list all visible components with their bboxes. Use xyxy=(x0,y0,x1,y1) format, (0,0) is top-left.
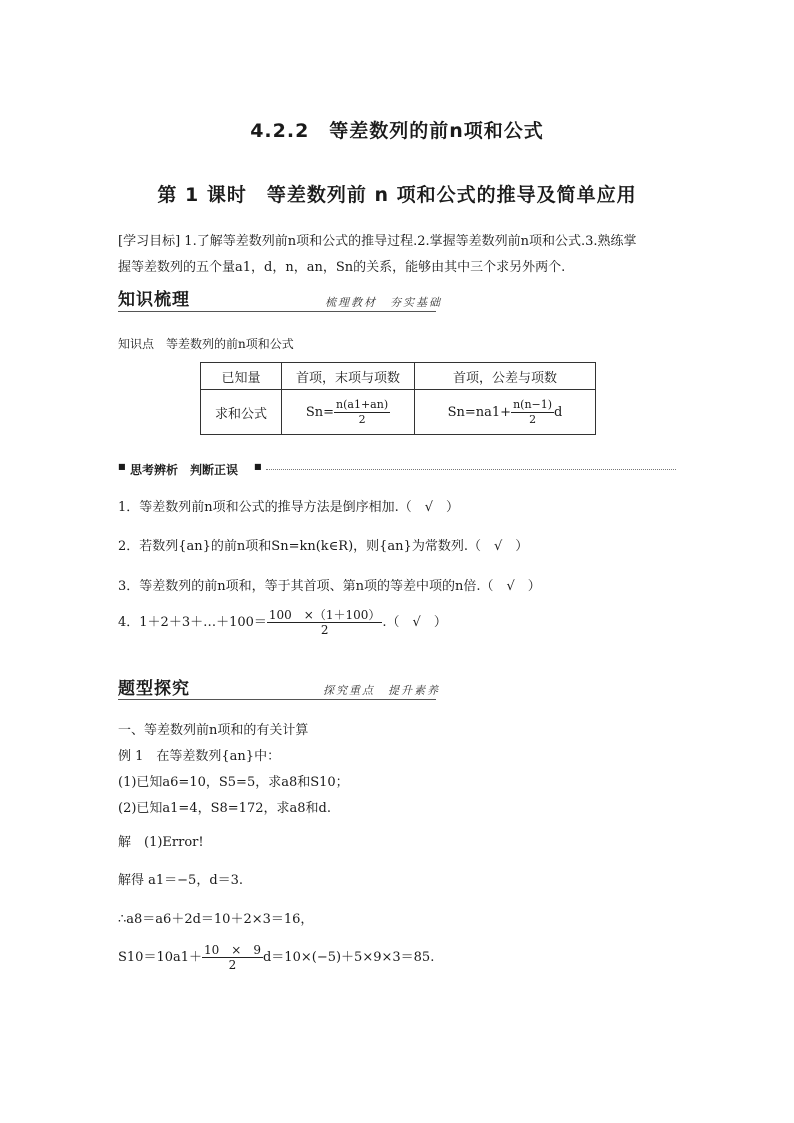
solution-line-3: ∴a8＝a6＋2d＝10＋2×3＝16， xyxy=(118,912,314,927)
formula1-numerator: n(a1+an) xyxy=(336,397,389,411)
formula2-fraction xyxy=(511,398,554,427)
part-title: 一、等差数列前n项和的有关计算 xyxy=(118,723,309,738)
bullet-square-icon: ■ xyxy=(254,462,262,471)
solution-line-4 xyxy=(118,943,434,972)
solution-line-1: 解 (1)Error! xyxy=(118,835,204,850)
bullet-square-icon: ■ xyxy=(118,462,126,471)
objectives-label: [学习目标] xyxy=(118,234,181,249)
example-question-1: (1)已知a6=10，S5=5，求a8和S10； xyxy=(118,775,349,790)
formula1-denominator: 2 xyxy=(358,412,366,426)
learning-objectives-line1 xyxy=(118,229,637,254)
judgment4-fraction xyxy=(267,608,383,637)
table-cell-formula-2 xyxy=(415,390,596,435)
dotted-divider xyxy=(266,469,676,470)
judgment-item-2: 2．若数列{an}的前n项和Sn=kn(k∈R)，则{an}为常数列.（ √ ） xyxy=(118,539,529,554)
solution4-denominator: 2 xyxy=(228,958,237,972)
objectives-text-1: 1.了解等差数列前n项和公式的推导过程.2.掌握等差数列前n项和公式.3.熟练掌 xyxy=(184,234,637,249)
table-cell: 求和公式 xyxy=(201,390,282,435)
formula1-lhs: Sn= xyxy=(305,404,335,420)
table-cell: 首项，末项与项数 xyxy=(282,363,415,390)
formula2-tail: d xyxy=(554,404,563,420)
learning-objectives-line2: 握等差数列的五个量a1，d，n，an，Sn的关系，能够由其中三个求另外两个. xyxy=(118,260,566,275)
example-label: 例 1 在等差数列{an}中： xyxy=(118,749,281,764)
section-underline-exploration xyxy=(118,699,436,700)
section-heading-exploration: 题型探究 xyxy=(118,679,190,699)
judgment4-lhs: 4．1＋2＋3＋…＋100＝ xyxy=(118,615,267,630)
solution-line-2: 解得 a1＝−5，d＝3. xyxy=(118,873,244,888)
section-tag-knowledge: 梳理教材 夯实基础 xyxy=(325,296,442,309)
judgment-item-4 xyxy=(118,608,447,637)
section-underline-knowledge xyxy=(118,311,436,312)
formula2-denominator: 2 xyxy=(529,412,537,426)
judgment4-tail: .（ √ ） xyxy=(382,615,447,630)
lesson-subtitle: 第 1 课时 等差数列前 n 项和公式的推导及简单应用 xyxy=(157,184,637,206)
table-cell-formula-1 xyxy=(282,390,415,435)
judgment4-denominator: 2 xyxy=(320,623,329,637)
formula2-numerator: n(n−1) xyxy=(513,397,553,411)
knowledge-point-title: 知识点 等差数列的前n项和公式 xyxy=(118,337,294,351)
section-tag-exploration: 探究重点 提升素养 xyxy=(323,684,440,697)
table-row xyxy=(201,390,596,435)
judgment-item-3: 3．等差数列的前n项和，等于其首项、第n项的等差中项的n倍.（ √ ） xyxy=(118,579,541,594)
solution4-tail: d＝10×(−5)＋5×9×3＝85. xyxy=(262,950,435,965)
example-question-2: (2)已知a1=4，S8=172，求a8和d. xyxy=(118,801,331,816)
judgment4-numerator: 100 ×（1＋100） xyxy=(268,608,381,622)
table-cell: 已知量 xyxy=(201,363,282,390)
page-title: 4.2.2 等差数列的前n项和公式 xyxy=(250,120,544,142)
table-cell: 首项，公差与项数 xyxy=(415,363,596,390)
formula-table xyxy=(200,362,596,435)
solution4-fraction xyxy=(202,943,263,972)
solution4-lhs: S10＝10a1＋ xyxy=(118,950,203,965)
judgment-item-1: 1．等差数列前n项和公式的推导方法是倒序相加.（ √ ） xyxy=(118,500,460,515)
table-row xyxy=(201,363,596,390)
formula2-lhs: Sn=na1+ xyxy=(447,404,512,420)
section-heading-knowledge: 知识梳理 xyxy=(118,290,190,310)
solution4-numerator: 10 × 9 xyxy=(204,943,261,957)
think-heading: 思考辨析 判断正误 xyxy=(130,463,239,477)
formula1-fraction xyxy=(334,398,390,427)
